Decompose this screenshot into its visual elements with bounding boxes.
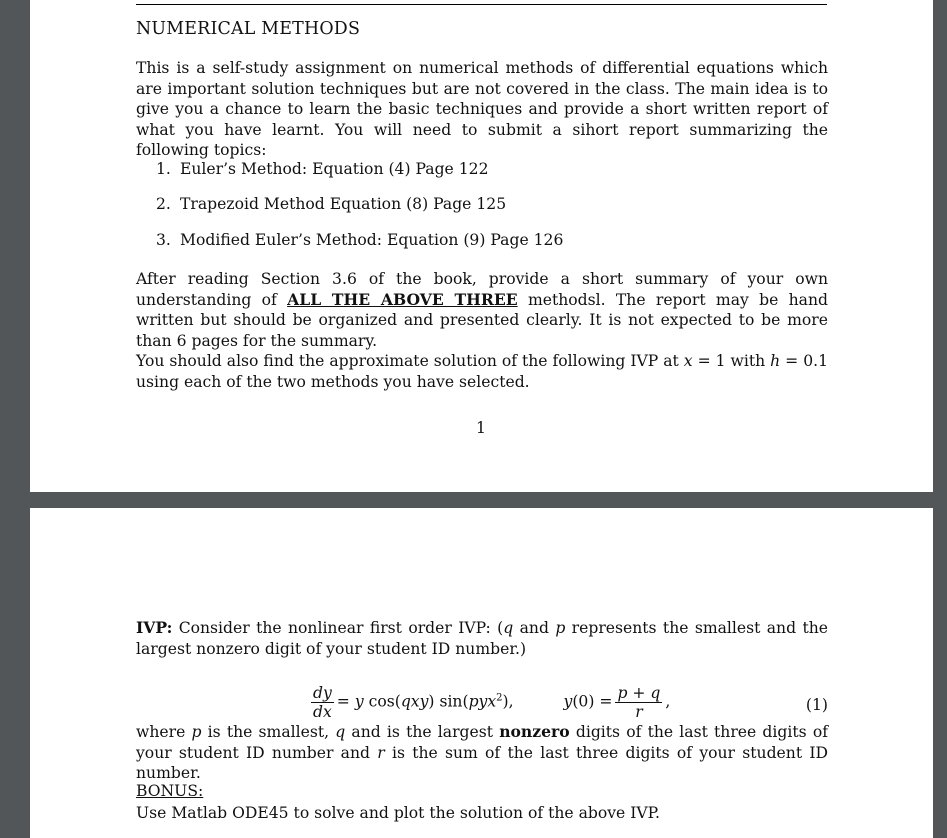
reading-paragraph: After reading Section 3.6 of the book, provide a short summary of your own understanding of ALL THE ABOVE THREE methodsl. The report may be hand written but should be organized and presented clearly. It is not expected to be more than 6 pages for the summary. bbox=[136, 270, 829, 350]
list-item: 3. Modified Euler’s Method: Equation (9) Page 126 bbox=[156, 231, 564, 249]
where-paragraph: where p is the smallest, q and is the largest nonzero digits of the last three digits of your student ID number and r is the sum of the last three digits of your student ID number. bbox=[136, 722, 828, 783]
document-page-1 bbox=[30, 0, 933, 492]
bonus-text: Use Matlab ODE45 to solve and plot the solution of the above IVP. bbox=[136, 804, 660, 822]
ivp-instruction-paragraph: You should also find the approximate solution of the following IVP at x = 1 with h = 0.1 using each of the two methods you have selected. bbox=[136, 352, 829, 391]
list-item: 2. Trapezoid Method Equation (8) Page 125 bbox=[156, 195, 507, 213]
bonus-label: BONUS: bbox=[136, 782, 204, 800]
ivp-equation: $\frac{dy}{dx}$ = y cos(qxy) sin(pyx$^2$), y(0) = $\frac{p + q}{r}$ , bbox=[313, 684, 671, 721]
intro-paragraph: This is a self-study assignment on numerical methods of differential equations which are important solution techniques but are not covered in the class. The main idea is to give you a chance to learn the basic techniques and provide a short written report of what you have learnt. You will need to submit a sihort report summarizing the following topics: bbox=[136, 59, 828, 160]
list-item: 1. Euler’s Method: Equation (4) Page 122 bbox=[156, 160, 489, 178]
ivp-paragraph: IVP: Consider the nonlinear first order IVP: (q and p represents the smallest and the largest nonzero digit of your student ID number.) bbox=[136, 618, 828, 658]
emphasis-text: ALL THE ABOVE THREE bbox=[287, 289, 518, 309]
equation-number: (1) bbox=[805, 696, 828, 714]
document-page-2 bbox=[30, 508, 933, 838]
top-rule bbox=[136, 4, 827, 5]
document-heading: NUMERICAL METHODS bbox=[136, 19, 361, 39]
page-number: 1 bbox=[476, 419, 486, 437]
